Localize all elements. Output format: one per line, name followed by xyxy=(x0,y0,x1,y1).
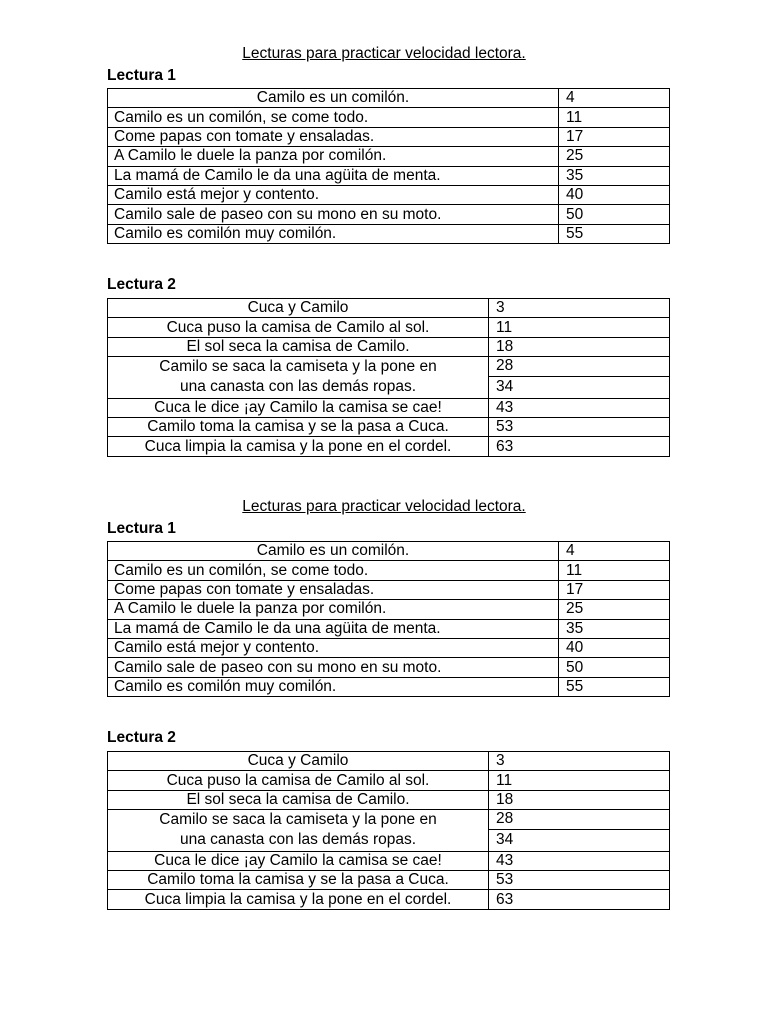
sheet-title: Lecturas para practicar velocidad lectora. xyxy=(242,498,526,515)
word-count-cell: 28 xyxy=(489,810,670,829)
word-count-cell: 25 xyxy=(559,600,670,619)
sentence-cell: Camilo sale de paseo con su mono en su moto. xyxy=(108,205,559,224)
reading-title-cell: Cuca y Camilo xyxy=(108,299,489,318)
table-row xyxy=(108,677,670,696)
table-row xyxy=(108,890,670,909)
table-row xyxy=(108,561,670,580)
table-row xyxy=(108,357,670,376)
word-count-cell: 53 xyxy=(489,417,670,436)
table-row xyxy=(108,638,670,657)
table-row xyxy=(108,376,670,398)
word-count-cell: 35 xyxy=(559,166,670,185)
table-row xyxy=(108,810,670,829)
word-count-cell: 50 xyxy=(559,658,670,677)
word-count-cell: 34 xyxy=(489,376,670,398)
sentence-cell: Camilo sale de paseo con su mono en su moto. xyxy=(108,658,559,677)
word-count-cell: 17 xyxy=(559,127,670,146)
word-count-cell: 18 xyxy=(489,337,670,356)
sentence-cell: A Camilo le duele la panza por comilón. xyxy=(108,147,559,166)
word-count-cell: 63 xyxy=(489,890,670,909)
sentence-cell: La mamá de Camilo le da una agüita de menta. xyxy=(108,619,559,638)
word-count-cell: 17 xyxy=(559,580,670,599)
sentence-cell: Camilo es un comilón, se come todo. xyxy=(108,561,559,580)
table-row xyxy=(108,580,670,599)
table-row xyxy=(108,658,670,677)
word-count-cell: 50 xyxy=(559,205,670,224)
word-count-cell: 4 xyxy=(559,542,670,561)
word-count-cell: 11 xyxy=(559,108,670,127)
word-count-cell: 11 xyxy=(559,561,670,580)
sentence-cell: una canasta con las demás ropas. xyxy=(108,376,489,398)
table-row xyxy=(108,619,670,638)
table-row xyxy=(108,790,670,809)
sentence-cell: Cuca le dice ¡ay Camilo la camisa se cae! xyxy=(108,398,489,417)
sentence-cell: Camilo toma la camisa y se la pasa a Cuca. xyxy=(108,870,489,889)
reading-1-heading: Lectura 1 xyxy=(107,520,176,537)
table-row xyxy=(108,398,670,417)
sentence-cell: Cuca limpia la camisa y la pone en el cordel. xyxy=(108,437,489,456)
word-count-cell: 4 xyxy=(559,89,670,108)
sentence-cell: Camilo está mejor y contento. xyxy=(108,185,559,204)
sentence-cell: Camilo está mejor y contento. xyxy=(108,638,559,657)
table-row xyxy=(108,205,670,224)
word-count-cell: 3 xyxy=(489,299,670,318)
table-row xyxy=(108,337,670,356)
sentence-cell: El sol seca la camisa de Camilo. xyxy=(108,337,489,356)
word-count-cell: 18 xyxy=(489,790,670,809)
table-row xyxy=(108,185,670,204)
sentence-cell: una canasta con las demás ropas. xyxy=(108,829,489,851)
sentence-cell: Camilo toma la camisa y se la pasa a Cuca. xyxy=(108,417,489,436)
table-row xyxy=(108,417,670,436)
sentence-cell: Camilo se saca la camiseta y la pone en xyxy=(108,810,489,829)
table-row xyxy=(108,851,670,870)
word-count-cell: 40 xyxy=(559,638,670,657)
word-count-cell: 43 xyxy=(489,851,670,870)
word-count-cell: 55 xyxy=(559,677,670,696)
table-row xyxy=(108,542,670,561)
word-count-cell: 28 xyxy=(489,357,670,376)
table-row xyxy=(108,829,670,851)
table-row xyxy=(108,437,670,456)
word-count-cell: 11 xyxy=(489,771,670,790)
sentence-cell: Camilo se saca la camiseta y la pone en xyxy=(108,357,489,376)
reading-2-table xyxy=(107,751,670,910)
reading-title-cell: Camilo es un comilón. xyxy=(108,89,559,108)
word-count-cell: 11 xyxy=(489,318,670,337)
sentence-cell: El sol seca la camisa de Camilo. xyxy=(108,790,489,809)
table-row xyxy=(108,127,670,146)
sentence-cell: A Camilo le duele la panza por comilón. xyxy=(108,600,559,619)
table-row xyxy=(108,108,670,127)
word-count-cell: 40 xyxy=(559,185,670,204)
table-row xyxy=(108,147,670,166)
sentence-cell: Camilo es comilón muy comilón. xyxy=(108,677,559,696)
table-row xyxy=(108,771,670,790)
table-row xyxy=(108,600,670,619)
table-row xyxy=(108,166,670,185)
sentence-cell: La mamá de Camilo le da una agüita de menta. xyxy=(108,166,559,185)
word-count-cell: 53 xyxy=(489,870,670,889)
sentence-cell: Camilo es comilón muy comilón. xyxy=(108,224,559,243)
sentence-cell: Camilo es un comilón, se come todo. xyxy=(108,108,559,127)
table-row xyxy=(108,870,670,889)
table-row xyxy=(108,752,670,771)
word-count-cell: 43 xyxy=(489,398,670,417)
sheet-title: Lecturas para practicar velocidad lectora. xyxy=(242,45,526,62)
reading-2-table xyxy=(107,298,670,457)
table-row xyxy=(108,299,670,318)
reading-title-cell: Cuca y Camilo xyxy=(108,752,489,771)
word-count-cell: 25 xyxy=(559,147,670,166)
word-count-cell: 3 xyxy=(489,752,670,771)
word-count-cell: 35 xyxy=(559,619,670,638)
reading-1-table xyxy=(107,88,670,244)
word-count-cell: 55 xyxy=(559,224,670,243)
word-count-cell: 34 xyxy=(489,829,670,851)
word-count-cell: 63 xyxy=(489,437,670,456)
sentence-cell: Come papas con tomate y ensaladas. xyxy=(108,127,559,146)
sentence-cell: Cuca le dice ¡ay Camilo la camisa se cae! xyxy=(108,851,489,870)
sentence-cell: Cuca puso la camisa de Camilo al sol. xyxy=(108,771,489,790)
reading-title-cell: Camilo es un comilón. xyxy=(108,542,559,561)
sentence-cell: Cuca puso la camisa de Camilo al sol. xyxy=(108,318,489,337)
sentence-cell: Come papas con tomate y ensaladas. xyxy=(108,580,559,599)
reading-2-heading: Lectura 2 xyxy=(107,276,176,293)
reading-1-heading: Lectura 1 xyxy=(107,67,176,84)
table-row xyxy=(108,318,670,337)
reading-1-table xyxy=(107,541,670,697)
table-row xyxy=(108,224,670,243)
sentence-cell: Cuca limpia la camisa y la pone en el cordel. xyxy=(108,890,489,909)
reading-2-heading: Lectura 2 xyxy=(107,729,176,746)
table-row xyxy=(108,89,670,108)
